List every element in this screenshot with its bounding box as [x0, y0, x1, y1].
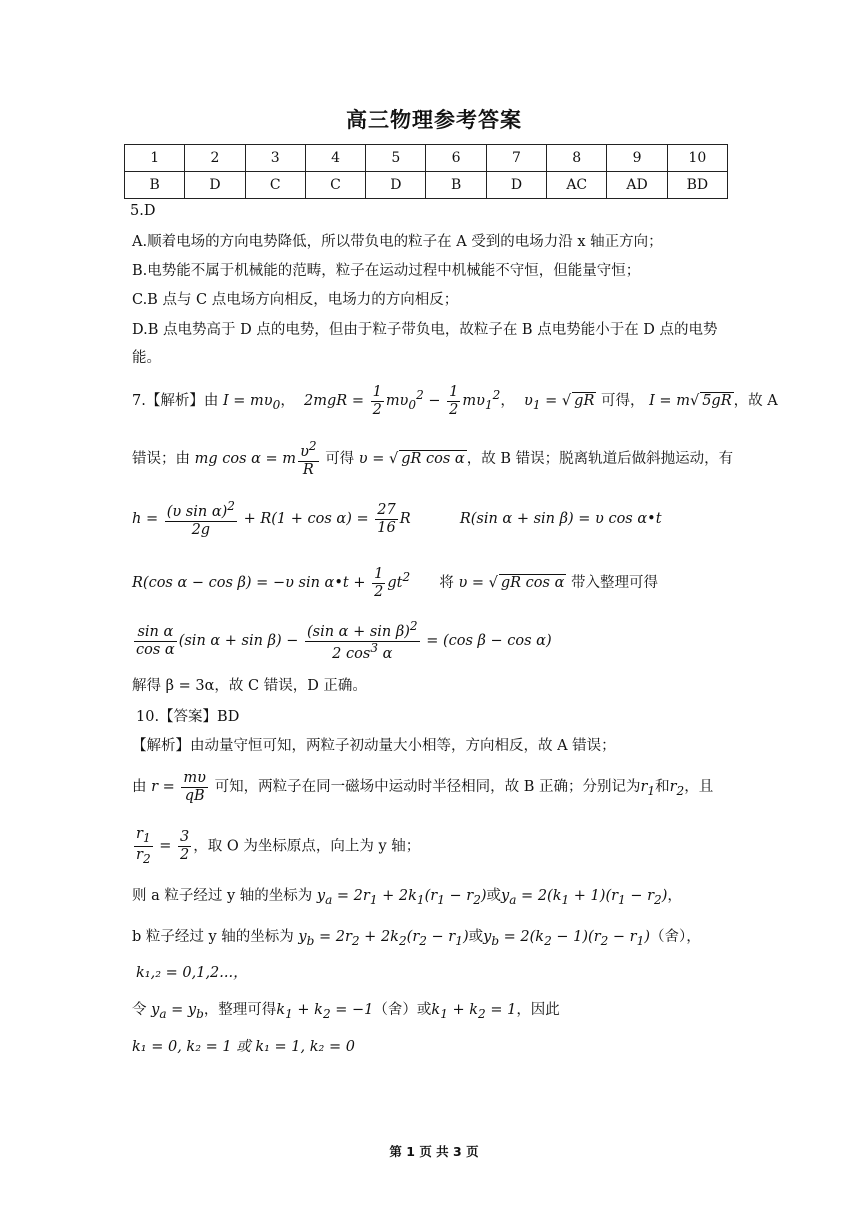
question-number-cell: 8: [547, 145, 607, 172]
q10-final: k₁ = 0, k₂ = 1 或 k₁ = 1, k₂ = 0: [132, 1039, 355, 1055]
q7-text: 可得: [325, 451, 355, 468]
q7-sep: ，: [500, 393, 515, 410]
formula-vertical: R(cos α − cos β) = −υ sin α•t + $\frac{1}{2}$ $gt^2$: [132, 566, 411, 600]
q5-option-d-cont: 能。: [132, 350, 161, 366]
formula-centripetal: mg cos α = m $\frac{\upsilon^2}{R}$: [194, 439, 317, 478]
fraction: $\frac{\upsilon^2}{R}$: [300, 439, 317, 478]
q10-analysis: 【解析】由动量守恒可知，两粒子初动量大小相等，方向相反，故 A 错误；: [132, 738, 616, 754]
q10-text: 和: [655, 779, 670, 796]
answer-cell: B: [125, 172, 185, 199]
answer-cell: D: [366, 172, 426, 199]
formula-ya-eq-yb: $y_a = y_b$: [151, 1002, 204, 1021]
question-number-cell: 3: [245, 145, 305, 172]
answer-cell: AC: [547, 172, 607, 199]
formula-energy: 2mgR = $\frac{1}{2}$ $m\upsilon_0^2$ − $\frac{1}{2}$ $m\upsilon_1^2$: [304, 384, 501, 418]
q7-text: ，故 B 错误；脱离轨道后做斜抛运动，有: [466, 451, 734, 468]
formula-radius: r = $\frac{m\upsilon}{qB}$: [151, 770, 206, 804]
fraction: $\frac{1}{2}$: [372, 384, 382, 418]
q7-sep: ，: [280, 393, 295, 410]
answer-cell: C: [245, 172, 305, 199]
page-footer: 第 1 页 共 3 页: [389, 1144, 479, 1159]
answer-table: [124, 144, 728, 199]
q7-line-2: [132, 440, 733, 478]
q7-text: 可得，: [600, 393, 645, 410]
page-title: 高三物理参考答案: [346, 108, 522, 132]
question-number-cell: 5: [366, 145, 426, 172]
q7-intro: 7.【解析】由: [132, 393, 219, 410]
q10-line-solve: [132, 998, 560, 1021]
fraction: $\frac{1}{2}$: [449, 384, 459, 418]
fraction: $\frac{m\upsilon}{qB}$: [183, 770, 206, 804]
question-number-cell: 10: [667, 145, 727, 172]
q5-heading: 5.D: [130, 203, 156, 219]
formula-yb-2: $y_b = 2(k_2 - 1)(r_2 - r_1)$: [483, 929, 650, 948]
q10-line-a: 则 a 粒子经过 y 轴的坐标为 $y_a = 2r_1 + 2k_1(r_1 - r_2)$或$y_a = 2(k_1 + 1)(r_1 - r_2)$，: [132, 888, 682, 907]
q10-line-b: [132, 925, 701, 948]
formula-r1: $r_1$: [640, 779, 656, 799]
q7-text: 带入整理可得: [571, 575, 658, 592]
q10-text: 或: [468, 929, 484, 945]
q10-text: ，因此: [516, 1002, 560, 1018]
q10-heading: 10.【答案】BD: [136, 709, 240, 725]
q10-line-ratio: [132, 826, 420, 867]
q7-conclusion: 解得 β = 3α，故 C 错误，D 正确。: [132, 678, 367, 694]
q10-text: 则 a 粒子经过 y 轴的坐标为: [132, 888, 313, 904]
q10-text: 由: [132, 779, 147, 796]
formula-combined: $\frac{\text{sin α}}{\text{cos α}}$ (sin α + sin β) − $\frac{(\sin \alpha + \sin \beta)^2}{2 \cos^3 \alpha}$ = (cos β − cos α): [136, 619, 552, 662]
formula-k-sum-1: $k_1 + k_2 = -1$: [276, 1002, 374, 1021]
q10-line-radius: [132, 770, 713, 804]
fraction: $\frac{3}{2}$: [180, 829, 190, 863]
answer-cell: D: [486, 172, 546, 199]
formula-ratio: $\frac{r_1}{r_2}$ = $\frac{3}{2}$: [136, 826, 190, 866]
question-number-cell: 4: [305, 145, 365, 172]
q10-text: b 粒子经过 y 轴的坐标为: [132, 929, 294, 945]
answer-cell: BD: [667, 172, 727, 199]
q10-text: 或: [486, 888, 502, 904]
q7-text: 将: [439, 575, 454, 592]
q10-text: （舍），: [649, 929, 701, 945]
question-number-cell: 1: [125, 145, 185, 172]
fraction: $\frac{1}{2}$: [374, 566, 384, 600]
q10-text: 令: [132, 1002, 147, 1018]
q5-option-b: B.电势能不属于机械能的范畴，粒子在运动过程中机械能不守恒，但能量守恒；: [132, 263, 641, 279]
q10-text: ，且: [684, 779, 714, 796]
q10-text: ，整理可得: [203, 1002, 277, 1018]
q10-text: （舍）或: [373, 1002, 432, 1018]
q7-line-4: [132, 566, 658, 600]
q10-text: ，取 O 为坐标原点，向上为 y 轴；: [193, 838, 421, 855]
formula-r2: $r_2$: [669, 779, 685, 799]
formula-impulse-result: I = m√ 5gR: [649, 393, 732, 410]
formula-v-sub: υ = √ gR cos α: [458, 575, 565, 592]
q5-option-d: D.B 点电势高于 D 点的电势，但由于粒子带负电，故粒子在 B 点电势能小于在 D 点的电势: [132, 322, 718, 338]
answer-choice-row: [125, 172, 728, 199]
question-number-cell: 2: [185, 145, 245, 172]
formula-v1: $\upsilon_1$ = √ gR: [524, 393, 595, 413]
q7-line-3: [132, 500, 662, 538]
answer-cell: C: [305, 172, 365, 199]
fraction: $\frac{r_1}{r_2}$: [136, 826, 151, 866]
q7-line-5: [132, 620, 552, 662]
q7-text: 错误；由: [132, 451, 190, 468]
q5-option-c: C.B 点与 C 点电场方向相反，电场力的方向相反；: [132, 292, 459, 308]
q7-text: ，故 A: [733, 393, 778, 410]
formula-ya-1: $y_a = 2r_1 + 2k_1(r_1 - r_2)$: [316, 888, 487, 907]
formula-ya-2: $y_a = 2(k_1 + 1)(r_1 - r_2)$: [501, 888, 668, 907]
question-number-cell: 7: [486, 145, 546, 172]
fraction: $\frac{27}{16}$: [377, 501, 396, 536]
q10-k-range: k₁,₂ = 0,1,2...，: [136, 965, 248, 981]
formula-v: υ = √ gR cos α: [358, 451, 465, 468]
formula-yb-1: $y_b = 2r_2 + 2k_2(r_2 - r_1)$: [298, 929, 469, 948]
formula-impulse: $I = m\upsilon_0$: [222, 393, 281, 413]
answer-number-row: [125, 145, 728, 172]
fraction: $\frac{(\sin \alpha + \sin \beta)^2}{2 \cos^3 \alpha}$: [306, 619, 418, 662]
answer-cell: D: [185, 172, 245, 199]
answer-cell: AD: [607, 172, 667, 199]
question-number-cell: 6: [426, 145, 486, 172]
formula-horizontal: R(sin α + sin β) = υ cos α•t: [459, 511, 662, 528]
answer-cell: B: [426, 172, 486, 199]
q5-option-a: A.顺着电场的方向电势降低，所以带负电的粒子在 A 受到的电场力沿 x 轴正方向；: [132, 234, 663, 250]
fraction: $\frac{(\upsilon \sin \alpha)^2}{2g}$: [166, 499, 235, 538]
q10-text: 可知，两粒子在同一磁场中运动时半径相同，故 B 正确；分别记为: [214, 779, 641, 796]
formula-height: h = $\frac{(\upsilon \sin \alpha)^2}{2g}$ + R(1 + cos α) = $\frac{27}{16}$ R: [132, 499, 411, 538]
q7-line-1: [132, 384, 778, 418]
question-number-cell: 9: [607, 145, 667, 172]
formula-k-sum-2: $k_1 + k_2 = 1$: [431, 1002, 517, 1021]
fraction: $\frac{\text{sin α}}{\text{cos α}}$: [136, 623, 175, 658]
